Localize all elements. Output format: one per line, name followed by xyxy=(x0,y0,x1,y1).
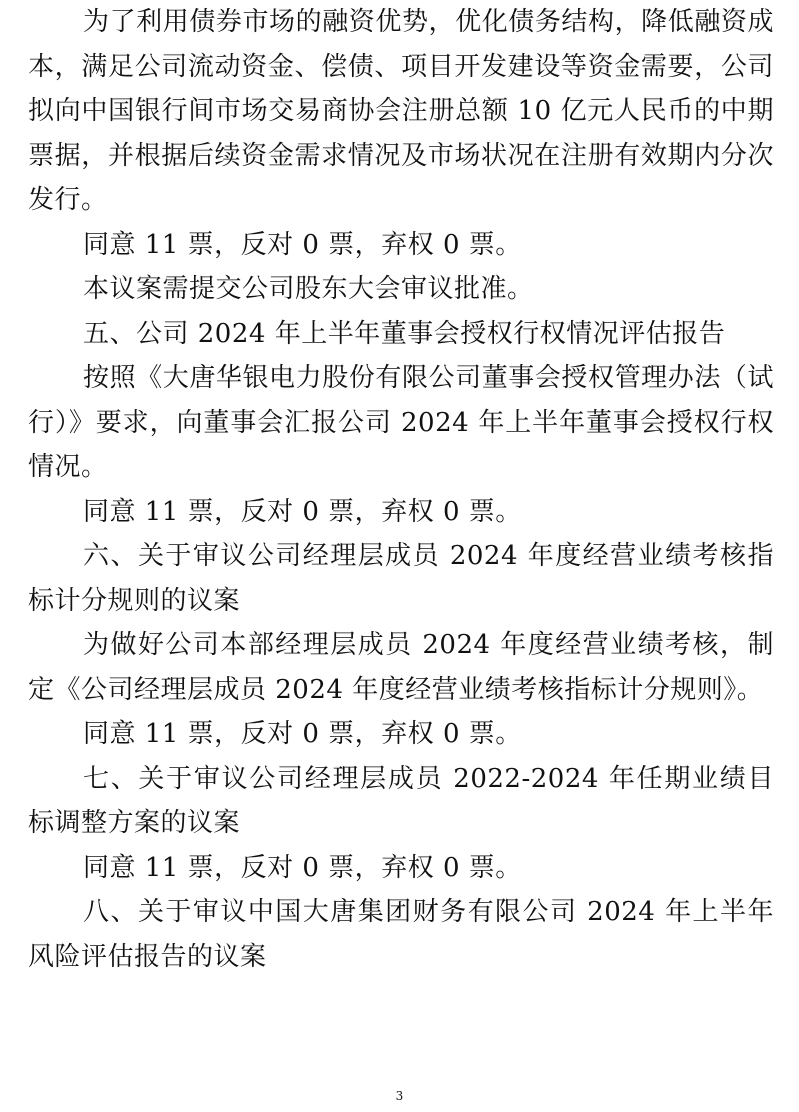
section-heading-8: 八、关于审议中国大唐集团财务有限公司 2024 年上半年风险评估报告的议案 xyxy=(28,897,774,972)
paragraph-authorization-report: 按照《大唐华银电力股份有限公司董事会授权管理办法（试行）》要求，向董事会汇报公司 2024 年上半年董事会授权行权情况。 xyxy=(28,363,774,482)
paragraph-vote-result: 同意 11 票，反对 0 票，弃权 0 票。 xyxy=(83,719,522,749)
document-body xyxy=(28,0,774,979)
paragraph-submit-shareholders: 本议案需提交公司股东大会审议批准。 xyxy=(83,274,534,304)
paragraph-vote-result: 同意 11 票，反对 0 票，弃权 0 票。 xyxy=(83,229,522,260)
section-heading-7: 七、关于审议公司经理层成员 2022-2024 年任期业绩目标调整方案的议案 xyxy=(28,763,774,838)
page-number: 3 xyxy=(395,1089,404,1103)
paragraph-scoring-rules: 为做好公司本部经理层成员 2024 年度经营业绩考核，制定《公司经理层成员 2024 年度经营业绩考核指标计分规则》。 xyxy=(28,630,774,705)
paragraph-vote-result: 同意 11 票，反对 0 票，弃权 0 票。 xyxy=(83,852,522,883)
section-heading-6: 六、关于审议公司经理层成员 2024 年度经营业绩考核指标计分规则的议案 xyxy=(28,541,774,616)
paragraph-mtn-registration: 为了利用债券市场的融资优势，优化债务结构，降低融资成本，满足公司流动资金、偿债、项目开发建设等资金需要，公司拟向中国银行间市场交易商协会注册总额 10 亿元人民币的中期票据，并根据后续资金需求情况及市场状况在注册有效期内分次发行。 xyxy=(28,7,774,215)
paragraph-vote-result: 同意 11 票，反对 0 票，弃权 0 票。 xyxy=(83,496,522,527)
section-heading-5: 五、公司 2024 年上半年董事会授权行权情况评估报告 xyxy=(83,318,726,349)
